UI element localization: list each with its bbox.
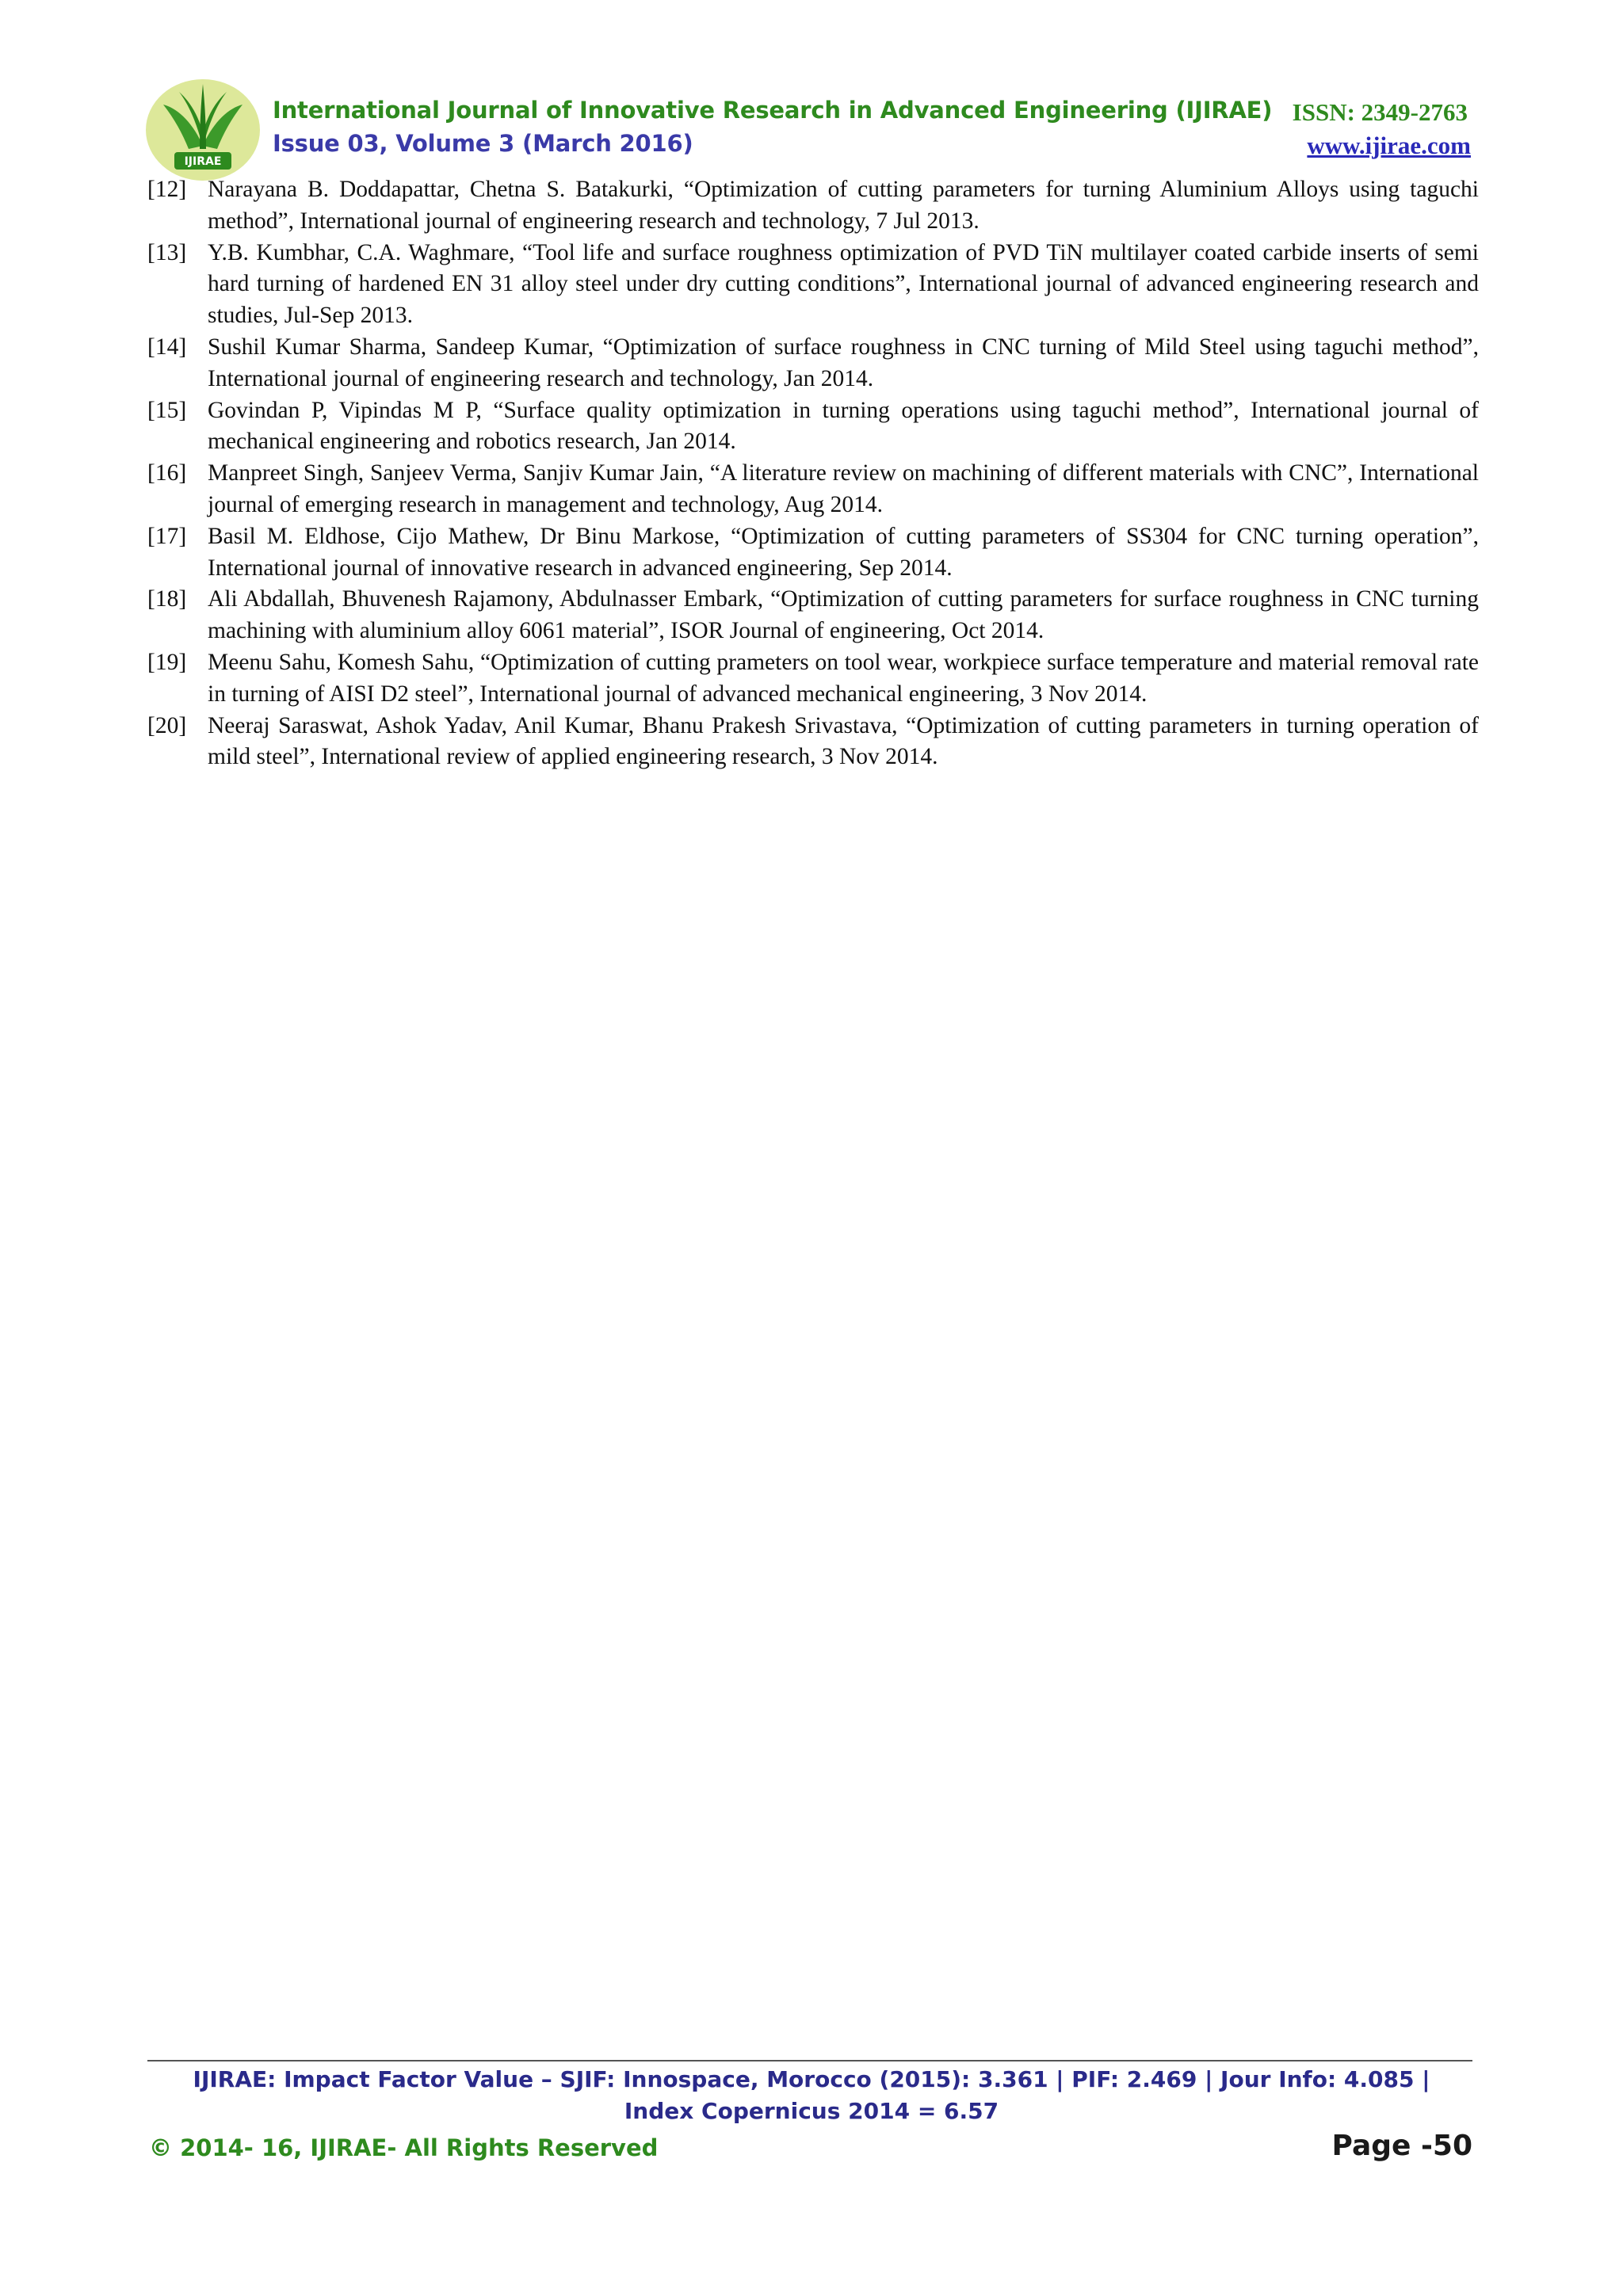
- reference-text: Meenu Sahu, Komesh Sahu, “Optimization of cutting prameters on tool wear, workpiece surface temperature and material removal rate in turning of AISI D2 steel”, International journal of advanced mechanical engineering, 3 Nov 2014.: [208, 649, 1479, 707]
- reference-item: [147, 647, 1479, 711]
- reference-item: [147, 711, 1479, 774]
- reference-number: [18]: [147, 586, 187, 612]
- page-number: Page -50: [1331, 2130, 1472, 2162]
- ijirae-logo: [144, 73, 265, 182]
- footer-divider: [147, 2060, 1472, 2061]
- journal-title: International Journal of Innovative Research in Advanced Engineering (IJIRAE): [273, 97, 1273, 124]
- reference-text: Sushil Kumar Sharma, Sandeep Kumar, “Optimization of surface roughness in CNC turning of Mild Steel using taguchi method”, International journal of engineering research and technology, Jan 2014.: [208, 334, 1479, 391]
- reference-text: Govindan P, Vipindas M P, “Surface quality optimization in turning operations using taguchi method”, International journal of mechanical engineering and robotics research, Jan 2014.: [208, 397, 1479, 455]
- reference-number: [15]: [147, 397, 187, 423]
- reference-item: [147, 458, 1479, 521]
- references-list: [147, 174, 1479, 773]
- reference-item: [147, 238, 1479, 332]
- reference-item: [147, 395, 1479, 459]
- reference-text: Ali Abdallah, Bhuvenesh Rajamony, Abdulnasser Embark, “Optimization of cutting parameters for surface roughness in CNC turning machining with aluminium alloy 6061 material”, ISOR Journal of engineering, Oct 2014.: [208, 586, 1479, 644]
- reference-number: [16]: [147, 460, 187, 486]
- reference-item: [147, 521, 1479, 585]
- index-copernicus-line: Index Copernicus 2014 = 6.57: [624, 2098, 999, 2124]
- reference-number: [19]: [147, 649, 187, 675]
- reference-item: [147, 332, 1479, 395]
- journal-website-link[interactable]: www.ijirae.com: [1307, 132, 1471, 159]
- reference-text: Neeraj Saraswat, Ashok Yadav, Anil Kumar, Bhanu Prakesh Srivastava, “Optimization of cutting parameters in turning operation of mild steel”, International review of applied engineering research, 3 Nov 2014.: [208, 712, 1479, 770]
- reference-number: [13]: [147, 239, 187, 265]
- reference-text: Y.B. Kumbhar, C.A. Waghmare, “Tool life and surface roughness optimization of PVD TiN multilayer coated carbide inserts of semi hard turning of hardened EN 31 alloy steel under dry cutting conditions”, International journal of advanced engineering research and studies, Jul-Sep 2013.: [208, 239, 1479, 329]
- reference-text: Narayana B. Doddapattar, Chetna S. Batakurki, “Optimization of cutting parameters for turning Aluminium Alloys using taguchi method”, International journal of engineering research and technology, 7 Jul 2013.: [208, 177, 1479, 234]
- impact-factor-line: IJIRAE: Impact Factor Value – SJIF: Innospace, Morocco (2015): 3.361 | PIF: 2.469 | Jour Info: 4.085 |: [193, 2066, 1430, 2092]
- reference-number: [20]: [147, 712, 187, 738]
- reference-number: [17]: [147, 523, 187, 549]
- reference-text: Basil M. Eldhose, Cijo Mathew, Dr Binu Markose, “Optimization of cutting parameters of SS304 for CNC turning operation”, International journal of innovative research in advanced engineering, Sep 2014.: [208, 523, 1479, 581]
- reference-number: [12]: [147, 177, 187, 202]
- issue-volume: Issue 03, Volume 3 (March 2016): [273, 130, 693, 157]
- copyright-notice: © 2014- 16, IJIRAE- All Rights Reserved: [149, 2134, 659, 2161]
- reference-text: Manpreet Singh, Sanjeev Verma, Sanjiv Kumar Jain, “A literature review on machining of different materials with CNC”, International journal of emerging research in management and technology, Aug 2014.: [208, 460, 1479, 517]
- logo-text: IJIRAE: [184, 155, 222, 168]
- reference-item: [147, 584, 1479, 647]
- reference-item: [147, 174, 1479, 238]
- reference-number: [14]: [147, 334, 187, 360]
- issn: ISSN: 2349-2763: [1292, 98, 1468, 126]
